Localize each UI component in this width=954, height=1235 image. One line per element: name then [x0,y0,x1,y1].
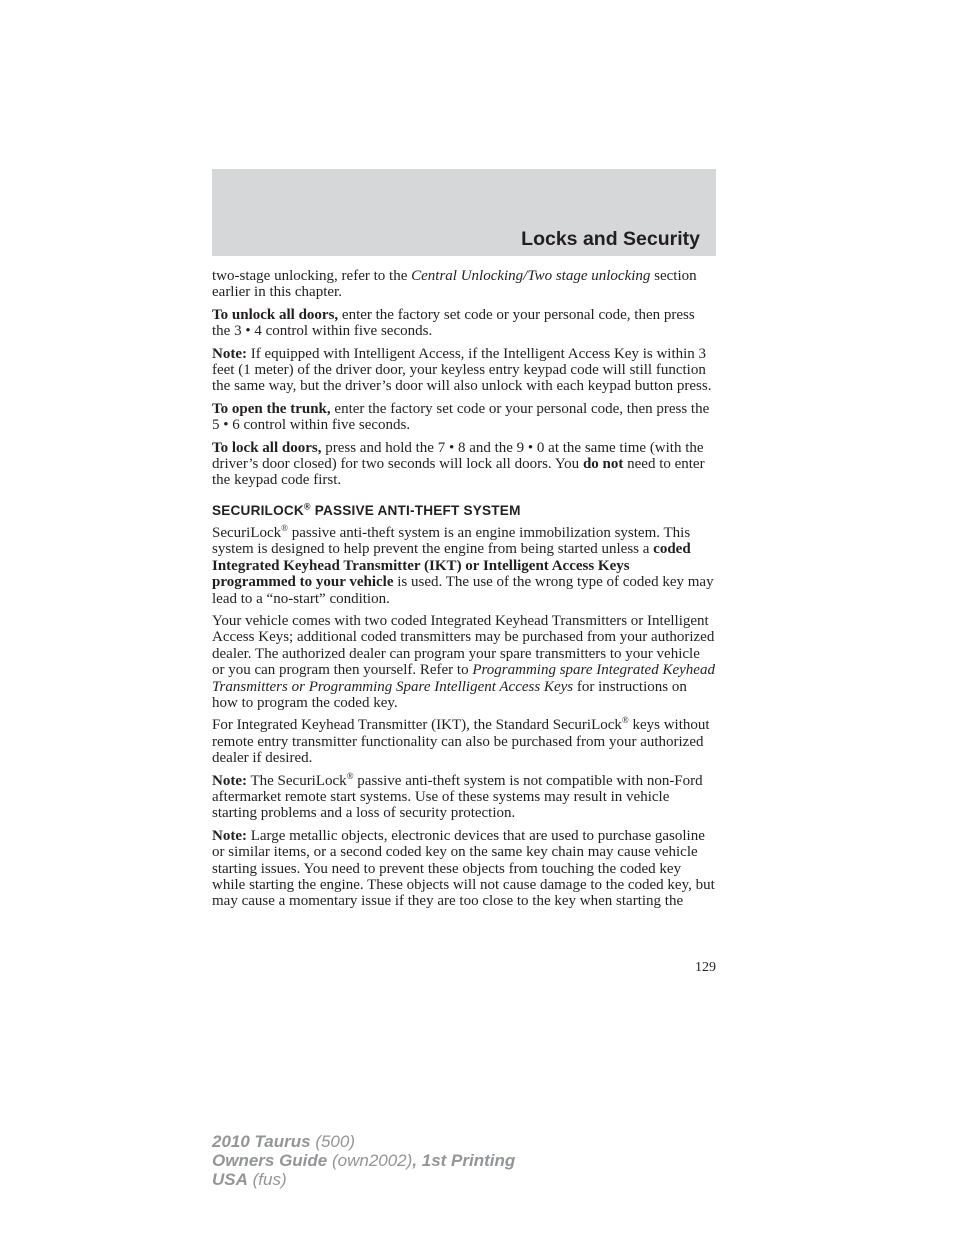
paragraph-securilock-intro: SecuriLock® passive anti-theft system is an engine immobilization system. This system is designed to help prevent the engine from being started unless a coded Integrated Keyhead Transmitter (IKT) or Intelligent Access Keys programmed to your vehicle is used. The use of the wrong type of coded key may lead to a “no-start” condition. [212,522,714,607]
note-label: Note: [212,345,247,362]
registered-mark: ® [621,715,629,726]
paragraph-lead: To lock all doors, [212,439,322,456]
note-label: Note: [212,772,247,789]
note-remote-start: Note: The SecuriLock® passive anti-theft system is not compatible with non-Ford aftermarket remote start systems. Use of these systems may result in vehicle starting problems and a loss of security protection. [212,770,703,822]
paragraph-coded-transmitters: Your vehicle comes with two coded Integrated Keyhead Transmitters or Intelligent Access Keys; additional coded transmitters may be purchased from your authorized dealer. The authorized dealer can program your spare transmitters to your vehicle or you can program then yourself. Refer to Programming spare Integrated Keyhead Transmitters or Programming Spare Intelligent Access Keys for instructions on how to program the coded key. [212,612,715,711]
note-metallic-objects: Note: Large metallic objects, electronic devices that are used to purchase gasoline or similar items, or a second coded key on the same key chain may cause vehicle starting issues. You need to prevent these objects from touching the coded key while starting the engine. These objects will not cause damage to the coded key, but may cause a momentary issue if they are too close to the key when starting the [212,827,715,910]
footer-line-guide: Owners Guide (own2002), 1st Printing [212,1151,516,1170]
page-number: 129 [695,960,716,975]
section-title: Locks and Security [521,228,700,250]
page-content [212,268,716,916]
cross-reference-programming: Programming spare Integrated Keyhead Transmitters or Programming Spare Intelligent Access Keys [212,662,715,695]
registered-mark: ® [346,770,354,781]
paragraph-lock-all-doors: To lock all doors, press and hold the 7 • 8 and the 9 • 0 at the same time (with the driver’s door closed) for two seconds will lock all doors. You do not need to enter the keypad code first. [212,439,705,489]
footer-line-model: 2010 Taurus (500) [212,1132,356,1151]
paragraph-standard-keys: For Integrated Keyhead Transmitter (IKT), the Standard SecuriLock® keys without remote entry transmitter functionality can also be purchased from your authorized dealer if desired. [212,715,710,767]
paragraph-lead: To open the trunk, [212,400,331,417]
paragraph-open-trunk: To open the trunk, enter the factory set code or your personal code, then press the 5 • 6 control within five seconds. [212,400,710,434]
subheading-securilock: SECURILOCK® PASSIVE ANTI-THEFT SYSTEM [212,501,521,518]
registered-mark: ® [281,522,288,533]
registered-mark: ® [303,501,311,512]
footer-line-market: USA (fus) [212,1170,287,1189]
paragraph-unlock-all-doors: To unlock all doors, enter the factory set code or your personal code, then press the 3 • 4 control within five seconds. [212,306,695,340]
paragraph-lead: To unlock all doors, [212,306,339,323]
note-intelligent-access: Note: If equipped with Intelligent Access, if the Intelligent Access Key is within 3 feet (1 meter) of the driver door, your keyless entry keypad code will still function the same way, but the driver’s door will also unlock with each keypad button press. [212,345,712,395]
document-footer [212,1132,515,1189]
cross-reference-central-unlocking: Central Unlocking/Two stage unlocking [411,268,651,284]
note-label: Note: [212,827,247,844]
section-header-band [212,169,716,256]
paragraph-two-stage-unlocking: two-stage unlocking, refer to the Central Unlocking/Two stage unlocking section earlier in this chapter. [212,268,697,301]
